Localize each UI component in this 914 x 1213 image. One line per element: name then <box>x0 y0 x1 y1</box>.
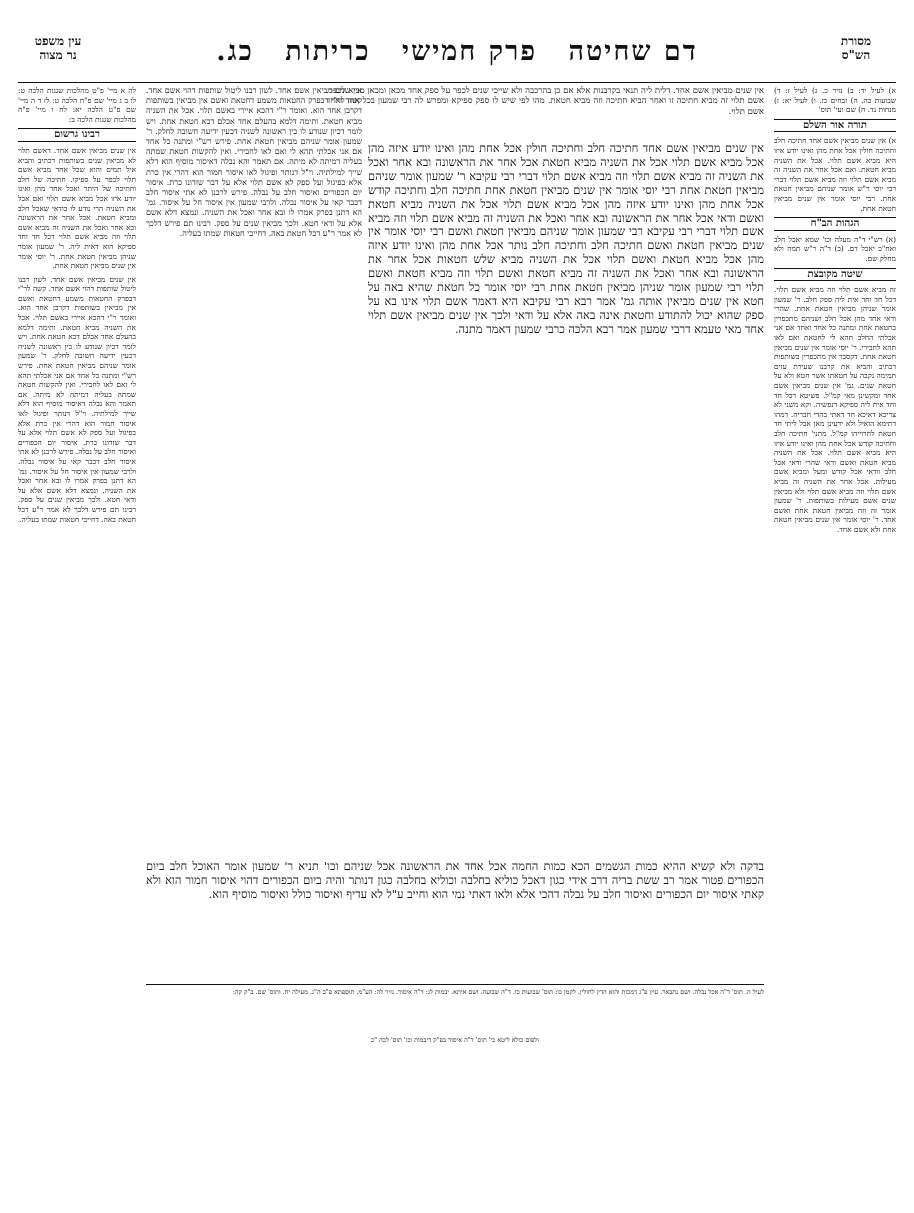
outer-right-margin <box>774 86 896 1026</box>
hagahot-text: (א) רש"י ד"ה מעלה וכו' שמא יאכל חלב ואח"כ יאכל דם. (ב) ד"ה ר"ש תמה ולא מחלק שם. <box>774 234 896 263</box>
ein-mishpat-label: עין משפט נר מצוה <box>34 34 82 62</box>
tosafot-commentary: אין שנים מביאין אשם אחד. לשון רבנו ליטול שותפות דהוי אשם אחד. קשה לר"י דבפרק החטאות משמע דחטאת ואשם אין מביאין בשותפות דקרבן אחד הוא. ואומר ר"י דהכא איירי באשם תלוי. אכל את השניה מביא חטאת. ותימה דלמא בהעלם אחד אכלם דבא חטאת אחת. ויש לומר דכיון שנודע לו בין ראשונה לשניה דכעין ידיעה חשובה לחלק. ר' שמעון אומר שניהם מביאין חטאת אחת. פירש רש"י ומתנה כל אחד אם אני אכלתי תהא לי ואם לאו לחבירי. ואין להקשות חטאת שמתה בעליה דמיתה לא מיתה. אם תאמר והא נבלה דאיסור מוסיף הוא דלא שייך למילתיה. וי"ל דנותר ופיגול לאו איסור חמור הוא דהרי אין כרת אלא בפיגול ועל ספק לא אשם תלוי אלא על דבר שזדונו כרת. איסור יום הכפורים ואיסור חלב על נבלה. פירש לרבנן לא אתי איסור חלב דכבר קאי על איסור נבלה. ולרבי שמעון אין איסור חל על איסור. גמ' הא דתנן בפרק אמרו לו ובא אחר ואכל את השניה. ונמצא דלא אשם אלא על ודאי חטא. ולכך מביאין שנים על ספק. רבינו תם פירש דלכך לא אמר ר"ע דכל חטאת באה. דחייבי חטאות שמתו בעליה. <box>146 86 362 238</box>
hagahot-heading: הגהות הב"ח <box>774 217 896 231</box>
torah-or-heading: תורה אור השלם <box>774 119 896 133</box>
shita-mekubetzet-heading: שיטה מקובצת <box>774 268 896 282</box>
masoret-references: א) לעיל יד: ב) נזיר כ. ג) לעיל ז: ד) שבועות כה. ה) זבחים כז. ו) לעיל יא: ז) מנחות נד. ח) שם ועי' תוס' <box>774 86 896 115</box>
gemara-wide-text: בדקה ולא קשיא ההיא כמות הגשמים הכא כמות החמה אכל אחד את הראשונה אכל שניהם וכו' תניא ר' שמעון אומר האוכל חלב ביום הכפורים פטור אמר רב ששת בריה דרב אידי כגון דאכל כוליא בחלבה וכוליא בחלבה כגון דנותר והיה ביום הכפורים דהוי איסור חמור הוא ולא קאתי איסור יום הכפורים ואיסור חלב על נבלה דהכי אלא ולאו דאתי נמי הוא וחייב ע"ל לא עדיף ואיסור כולל ואיסור מוסיף הוא. <box>146 860 764 901</box>
tractate-name: דם שחיטה <box>568 36 698 67</box>
outer-left-margin <box>18 86 136 1026</box>
ein-mishpat-marks: לה א מיי' פ"ט מהלכות שגגות הלכה ט: לו ב ג מיי' שם פ"ח הלכה ט: לז ד ה מיי' שם פ"ט הלכה יא: לח ו מיי' פ"ח מהלכות שגגות הלכה ב: <box>18 86 136 124</box>
gemara-text <box>368 142 764 860</box>
torah-or-text: א) אין שנים מביאין אשם אחד חתיכה חלב וחתיכה חולין אכל אחת מהן ואינו יודע איזו היא מביא אשם תלוי. אכל את השניה מביא חטאת. ואם אכל אחר את השניה זה מביא אשם תלוי וזה מביא אשם תלוי דברי רבי יוסי ר"ש אומר שניהם מביאין חטאת אחת. רבי יוסי אומר אין שנים מביאין חטאת אחת. <box>774 136 896 213</box>
footer-notes: לעיל ה. תוס' ד"ה אכל נבלה. ושם נתבאר. עיין פ"ג דמכות והוא הדין לחולין. לקמן כו: תוס' שבועות כו. ד"ה שבועה. ושם איתא. יבמות לג: ד"ה איסור. נזיר לה: הע"מ. תוספתא פ"ב ה"ג. מעילה יח. ותוס' שם. ב"ק קה: <box>146 984 764 1036</box>
page-title <box>18 36 896 67</box>
folio-number: כג. <box>216 36 254 67</box>
gemara-body: אין שנים מביאין אשם אחד חתיכה חלב וחתיכה חולין אכל אחת מהן ואינו יודע איזה מהן אכל מביא אשם תלוי אכל את השניה מביא חטאת אכל אחר את הראשונה ובא אחר ואכל את השניה זה מביא אשם תלוי וזה מביא אשם תלוי דברי רבי עקיבא ר' שמעון אומר שניהם מביאין חטאת אחת רבי יוסי אומר אין שנים מביאין חטאת אחת חתיכה חלב וחתיכה קודש אכל אחת מהן ואינו יודע איזה מהן אכל מביא אשם תלוי אכל את השניה מביא חטאת ואשם ודאי אכל אחר את הראשונה ובא אחר ואכל את השניה זה מביא אשם תלוי וזה מביא אשם תלוי דברי רבי עקיבא רבי שמעון אומר שניהם מביאין חטאת ואשם רבי יוסי אומר אין שנים מביאין חטאת ואשם חתיכה חלב וחתיכה חלב נותר אכל אחת מהן ואינו יודע איזה מהן אכל מביא חטאת ואשם תלוי אכל את השניה מביא שלש חטאות אכל אחר את הראשונה ובא אחר ואכל את השניה זה מביא חטאת ואשם תלוי וזה מביא חטאת ואשם תלוי רבי שמעון אומר שניהן מביאין חטאת אחת רבי יוסי אומר כל חטאת שהיא באה על חטא אין שנים מביאין אותה גמ' אמר רבא רבי עקיבא היא דאמר אשם תלוי אינו בא על ספק שהוא יכול להתודע וחטאת אינה באה אלא על ודאי ולכך אין שנים מביאין אשם תלוי אחד מאי טעמא דרבי שמעון אמר רבא הלכה כרבי שמעון דאמר מתנה. <box>368 142 764 336</box>
chapter-name: פרק חמישי <box>402 36 538 67</box>
rabbeinu-gershom-heading: רבינו גרשום <box>18 128 136 142</box>
rashi-top-block: אין שנים מביאין אשם אחד. דלית ליה תנאי בקרבנות אלא אם כן בהרכבה ולא שייכי שנים לכפר על ספק אחד מכאן ומכאן מביא לכפר. אשם תלוי זה מביא חתיכה זו ואחר הביא חתיכה וזה מביא חטאת. מהו לפי שיש לו ספק ספיקא ומפרש לה רבי שמעון בכל אחד ואחד אשם תלוי. <box>326 86 764 117</box>
masoret-hashas-label: מסורת הש"ס <box>840 34 872 62</box>
rabbeinu-gershom-cont: אין שנים מביאין אשם אחד. לשון רבנו ליטול שותפות דהוי אשם אחד. קשה לר"י דבפרק החטאות משמע דחטאת ואשם אין מביאין בשותפות דקרבן אחד הוא. ואומר ר"י דהכא איירי באשם תלוי. אכל את השניה מביא חטאת. ותימה דלמא בהעלם אחד אכלם דבא חטאת אחת. ויש לומר דכיון שנודע לו בין ראשונה לשניה דכעין ידיעה חשובה לחלק. ר' שמעון אומר שניהם מביאין חטאת אחת. פירש רש"י ומתנה כל אחד אם אני אכלתי תהא לי ואם לאו לחבירי. ואין להקשות חטאת שמתה בעליה דמיתה לא מיתה. אם תאמר והא נבלה דאיסור מוסיף הוא דלא שייך למילתיה. וי"ל דנותר ופיגול לאו איסור חמור הוא דהרי אין כרת אלא בפיגול ועל ספק לא אשם תלוי אלא על דבר שזדונו כרת. איסור יום הכפורים ואיסור חלב על נבלה. פירש לרבנן לא אתי איסור חלב דכבר קאי על איסור נבלה. ולרבי שמעון אין איסור חל על איסור. גמ' הא דתנן בפרק אמרו לו ובא אחר ואכל את השניה. ונמצא דלא אשם אלא על ודאי חטא. ולכך מביאין שנים על ספק. רבינו תם פירש דלכך לא אמר ר"ע דכל חטאת באה. דחייבי חטאות שמתו בעליה. <box>18 274 136 524</box>
page-header <box>18 34 896 83</box>
rabbeinu-gershom-text: אין שנים מביאין אשם אחד. דאשם תלוי לא מביאין שנים בשותפות דכתיב והביא איל תמים והוא שכל אחד מביא אשם תלוי לכפר על ספיקו. חתיכה של חלב וחתיכה של היתר ואכל אחד מהן ואינו יודע איזו אכל מביא אשם תלוי ואם אכל את השניה הרי נודע לו בודאי שאכל חלב ומביא חטאת. אכל אחר את הראשונה ובא אחר ואכל את השניה זה מביא אשם תלוי וזה מביא אשם תלוי דכל חד וחד ספיקא הוא דאית ליה. ר' שמעון אומר שניהן מביאין חטאת אחת. ר' יוסי אומר אין שנים מביאין חטאת אחת. <box>18 145 136 271</box>
footer-line: ולפום כולא ליטא כי' תוס' ד"ה איסור בפ"ק דיבמות וכו' תוס' לכה "כ <box>371 1036 539 1044</box>
shita-mekubetzet-text: זה מביא אשם תלוי וזה מביא אשם תלוי. דכל חד וחד אית ליה ספק חלב. ר' שמעון אומר שניהן מביאין חטאת אחת. שהרי ודאי אחד מהן אכל חלב ושניהם מתכפרין בחטאת אחת ומתנה כל אחד ואחד אם אני אכלתי החלב תהא לי לחטאת ואם לאו תהא לחבירי. ר' יוסי אומר אין שנים מביאין חטאת אחת. דקסבר אין מתכפרין בשותפות דכתיב והביא את קרבנו שעירת עזים תמימה נקבה על חטאתו אשר חטא ולא על חטאת שנים. גמ' אין שנים מביאין אשם אחד ומקשינן מאי קמ"ל. פשיטא דכל חד וחד אית ליה ספיקא דנפשיה. וקא משני לא צריכא דאיכא חד דאתי בהדי חבריה. דמהו דתימא הואיל ולא ידעינן מאן אכל ליתי חד חטאת לתרוייהו קמ"ל. מתני' חתיכה חלב וחתיכה קודש אכל אחת מהן ואינו יודע איזו היא מביא אשם תלוי. אכל את השניה מביא חטאת ואשם ודאי שהרי ודאי אכל חלב וודאי אכל קודש ומעל ומביא אשם מעילות. אכל אחר את השניה זה מביא אשם תלוי וזה מביא אשם תלוי ולא מביאין שנים אשם מעילות בשותפות. ר' שמעון אומר זה וזה מביאין חטאת אחת ואשם אחד. ר' יוסי אומר אין שנים מביאין חטאת אחת ולא אשם אחד. <box>774 285 896 534</box>
book-name: כריתות <box>285 36 371 67</box>
